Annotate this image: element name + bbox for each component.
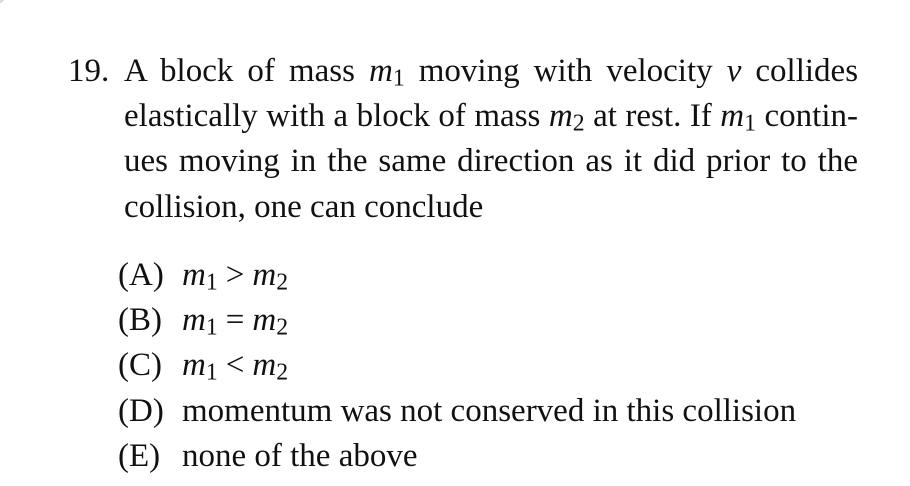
- answer-choice-c[interactable]: [118, 343, 288, 394]
- choice-rhs: m2: [252, 347, 289, 386]
- stem-text: A block of mass: [124, 53, 355, 89]
- choice-lhs: m1: [182, 302, 218, 341]
- stem-text: collides: [755, 53, 859, 89]
- comparison-operator: >: [225, 257, 245, 293]
- choice-lhs: m1: [182, 347, 218, 386]
- answer-choice-a[interactable]: [118, 253, 288, 304]
- choice-text: none of the above: [182, 438, 418, 474]
- choice-rhs: m2: [252, 302, 289, 341]
- stem-text: elastically with a block of mass: [124, 98, 541, 134]
- choice-letter: (A): [118, 257, 164, 293]
- answer-choice-b[interactable]: [118, 298, 288, 349]
- choice-letter: (C): [118, 347, 162, 383]
- choice-lhs: m1: [182, 257, 218, 296]
- choice-rhs: m2: [252, 257, 289, 296]
- choice-text: momentum was not conserved in this collision: [182, 393, 797, 429]
- answer-choice-e[interactable]: [118, 434, 418, 478]
- comparison-operator: =: [225, 302, 245, 338]
- choice-letter: (D): [118, 393, 164, 429]
- choice-letter: (E): [118, 438, 161, 474]
- answer-choice-d[interactable]: [118, 389, 796, 433]
- question-stem-line-4: collision, one can conclude: [124, 189, 484, 225]
- comparison-operator: <: [225, 347, 245, 383]
- mass-variable-m1: m1: [368, 53, 405, 92]
- stem-text: contin-: [764, 98, 858, 134]
- stem-text: moving with velocity: [418, 53, 713, 89]
- mass-variable-m1: m1: [720, 98, 757, 137]
- mass-variable-m2: m2: [548, 98, 585, 137]
- stem-text: at rest. If: [593, 98, 712, 134]
- velocity-variable-v: v: [726, 53, 742, 89]
- question-stem-line-3: ues moving in the same direction as it did prior to the: [124, 143, 858, 179]
- choice-letter: (B): [118, 302, 162, 338]
- question-number: 19.: [68, 53, 110, 89]
